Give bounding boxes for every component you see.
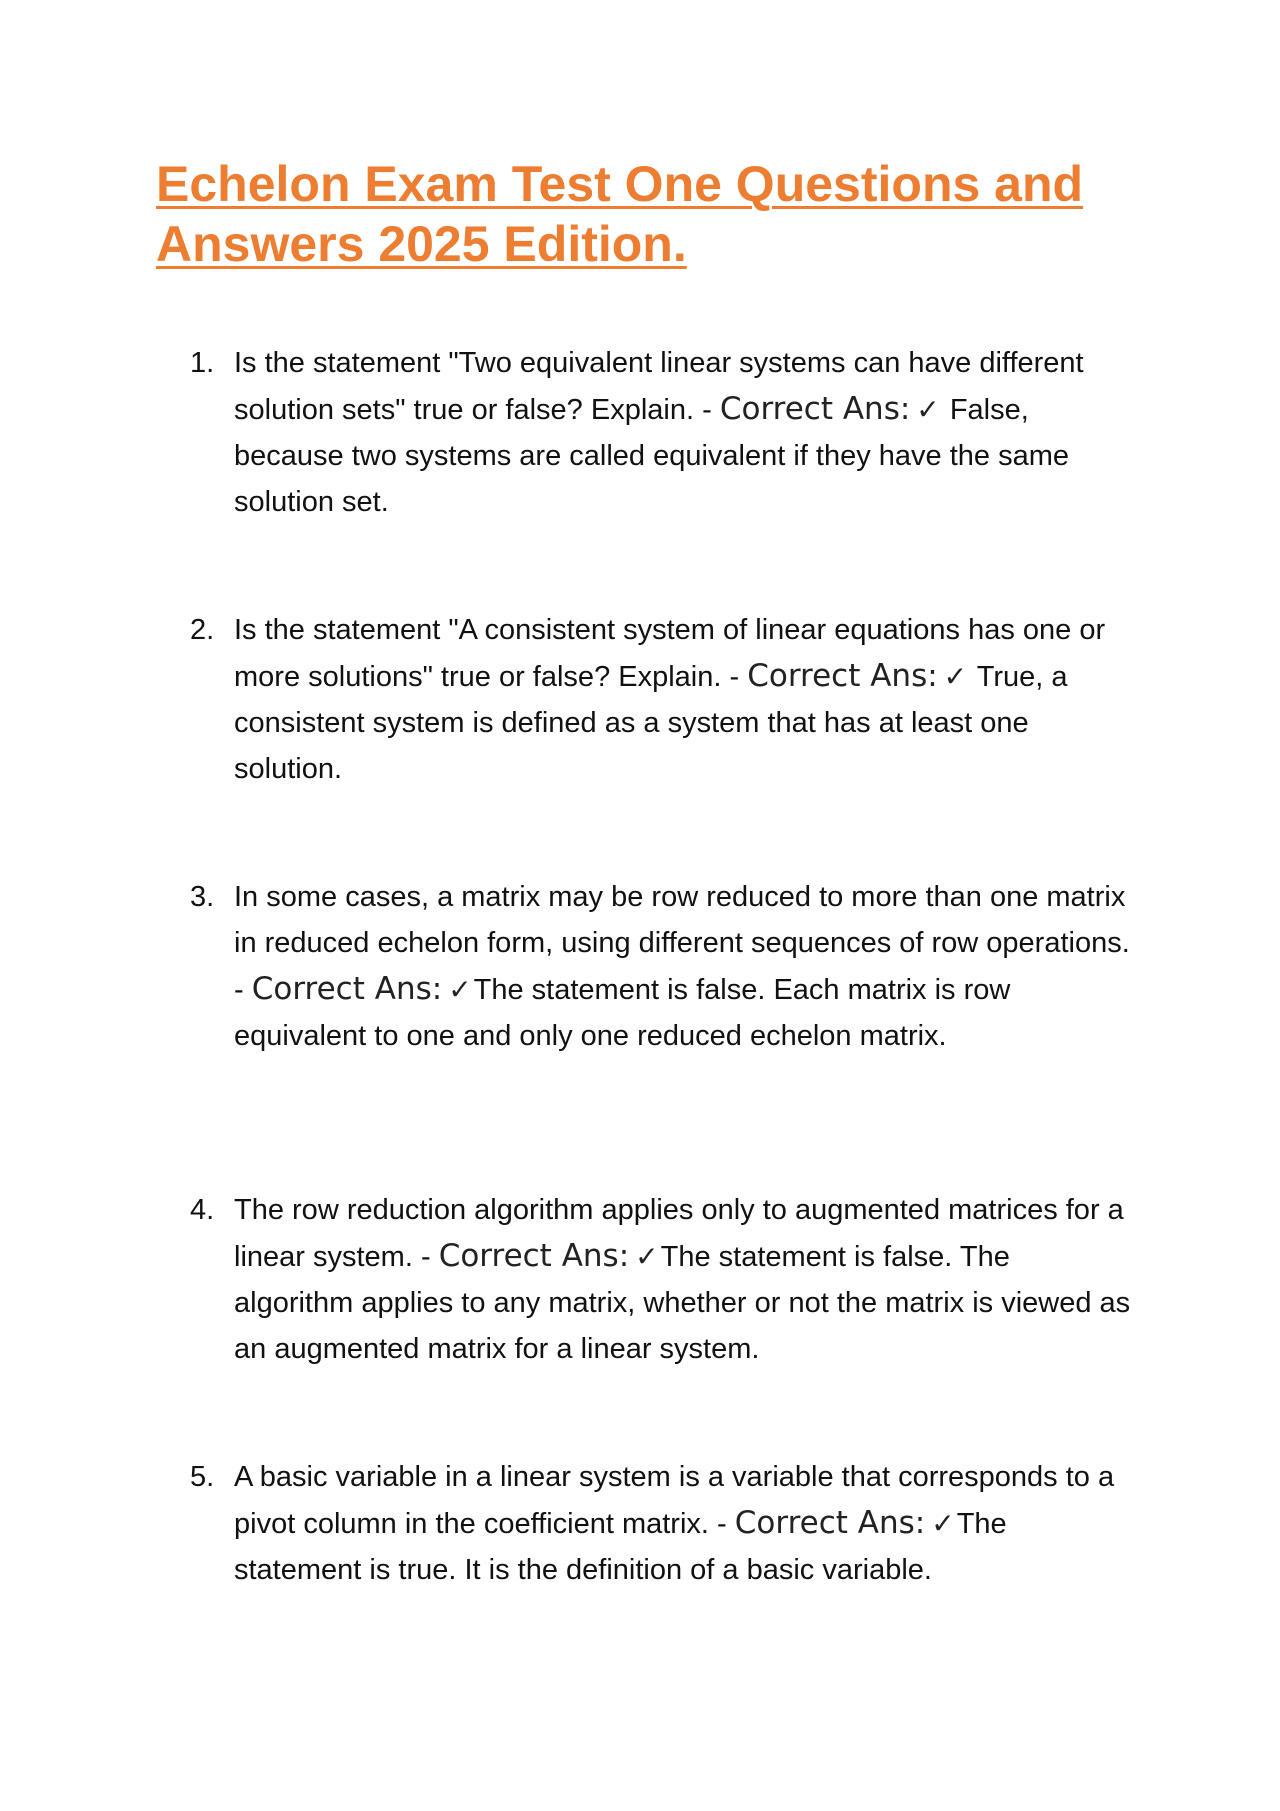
question-number: 3. xyxy=(190,881,215,913)
answer-text: The statement is false. Each matrix is row equivalent to one and only one reduced echelon matrix. xyxy=(234,974,1011,1052)
answer-separator: - xyxy=(729,661,740,693)
check-mark-icon: ✓ xyxy=(448,973,472,1006)
question-number: 1. xyxy=(190,347,215,379)
check-mark-icon: ✓ xyxy=(916,393,940,426)
question-text: In some cases, a matrix may be row reduced to more than one matrix in reduced echelon form, using different sequences of row operations. xyxy=(234,881,1130,959)
answer-text: The statement is false. The algorithm applies to any matrix, whether or not the matrix is viewed as an augmented matrix for a linear system. xyxy=(234,1241,1131,1365)
answer-separator: - xyxy=(702,394,712,426)
correct-answer-label: Correct Ans: xyxy=(438,1238,630,1274)
question-text: A basic variable in a linear system is a variable that corresponds to a pivot column in the coefficient matrix. xyxy=(234,1461,1115,1540)
question-body xyxy=(234,1187,1134,1372)
question-number: 5. xyxy=(190,1461,215,1493)
question-body xyxy=(234,340,1134,525)
answer-text: True, a consistent system is defined as a system that has at least one solution. xyxy=(234,661,1068,785)
question-text: Is the statement "Two equivalent linear systems can have different solution sets" true or false? Explain. xyxy=(234,347,1084,426)
correct-answer-label: Correct Ans: xyxy=(719,391,911,427)
answer-text: False, because two systems are called equivalent if they have the same solution set. xyxy=(234,394,1070,518)
correct-answer-label: Correct Ans: xyxy=(747,658,938,694)
answer-text: The statement is true. It is the definition of a basic variable. xyxy=(234,1508,1007,1586)
correct-answer-label: Correct Ans: xyxy=(251,971,443,1007)
question-text: The row reduction algorithm applies only to augmented matrices for a linear system. xyxy=(234,1194,1124,1273)
question-body xyxy=(234,874,1134,1059)
check-mark-icon: ✓ xyxy=(635,1240,659,1273)
question-number: 4. xyxy=(190,1194,215,1226)
answer-separator: - xyxy=(420,1241,431,1273)
question-number: 2. xyxy=(190,614,215,646)
question-text: Is the statement "A consistent system of linear equations has one or more solutions" true or false? Explain. xyxy=(234,614,1106,693)
correct-answer-label: Correct Ans: xyxy=(734,1505,926,1541)
question-body xyxy=(234,607,1134,792)
check-mark-icon: ✓ xyxy=(931,1507,955,1540)
check-mark-icon: ✓ xyxy=(943,660,968,693)
answer-separator: - xyxy=(234,974,244,1006)
question-body xyxy=(234,1454,1134,1593)
answer-separator: - xyxy=(717,1508,727,1540)
document-title: Echelon Exam Test One Questions and Answers 2025 Edition. xyxy=(156,156,1084,272)
